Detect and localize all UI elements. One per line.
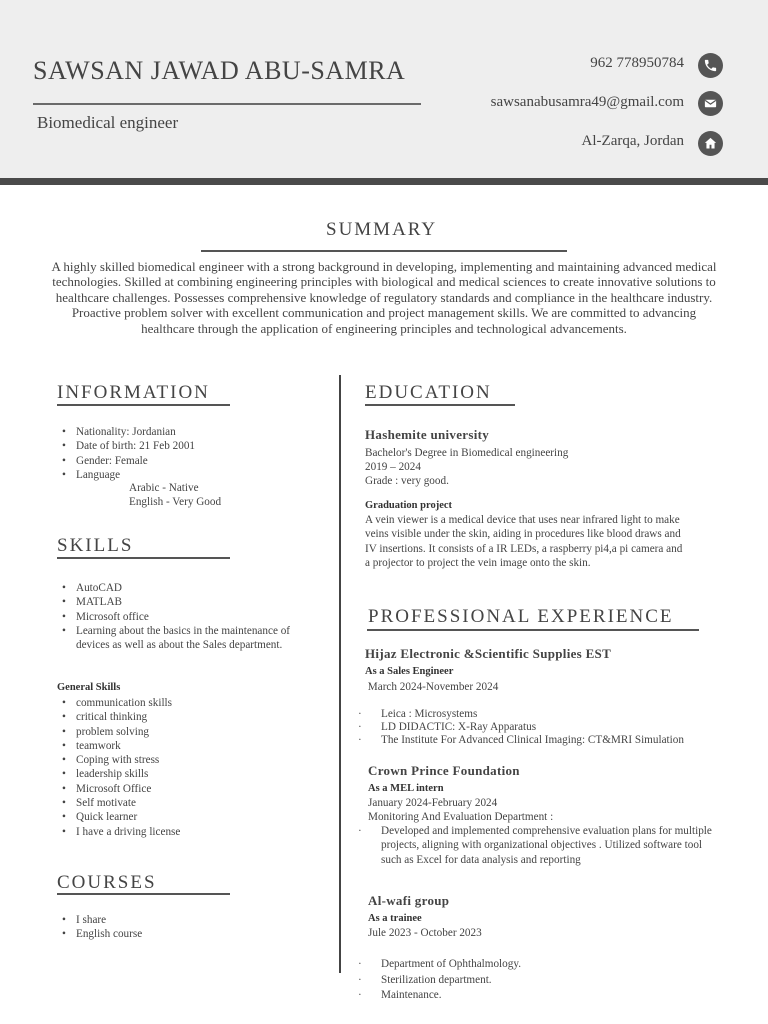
list-item: • AutoCAD [57,581,322,595]
list-item: • MATLAB [57,595,322,609]
courses-underline [57,893,230,895]
list-item: • Microsoft Office [57,782,322,796]
job-org: Al-wafi group [368,893,450,908]
list-item: · Department of Ophthalmology. [358,957,718,973]
list-item: • Learning about the basics in the maintenance of devices as well as about the Sales department. [57,624,322,653]
list-item: • Quick learner [57,810,322,824]
list-item: • I have a driving license [57,825,322,839]
skills-underline [57,557,230,559]
phone-icon [698,53,723,78]
education-years: 2019 – 2024 [365,461,421,473]
language-arabic: Arabic - Native [129,482,199,494]
list-item: • communication skills [57,696,322,710]
general-skills-heading: General Skills [57,682,121,693]
job-duties-list [358,708,748,747]
list-item: • Date of birth: 21 Feb 2001 [57,439,327,453]
summary-heading: SUMMARY [326,219,438,240]
job-role: As a MEL intern [368,783,444,794]
list-item: · Leica : Microsystems [358,708,748,721]
education-heading: EDUCATION [365,382,492,403]
column-divider [339,375,341,973]
list-item: • Gender: Female [57,454,327,468]
job-department: Monitoring And Evaluation Department : [368,811,554,823]
degree: Bachelor's Degree in Biomedical engineering [365,447,569,459]
list-item: • Nationality: Jordanian [57,425,327,439]
list-item: • problem solving [57,725,322,739]
general-skills-list [57,696,322,839]
courses-heading: COURSES [57,872,157,893]
information-heading: INFORMATION [57,382,210,403]
home-icon [698,131,723,156]
list-item: • critical thinking [57,710,322,724]
job-dates: March 2024-November 2024 [365,681,499,693]
courses-list [57,913,322,942]
information-list [57,425,327,482]
email-address[interactable]: sawsanabusamra49@gmail.com [490,94,684,110]
summary-text: A highly skilled biomedical engineer with a strong background in developing, implementing and maintaining advanced medical technologies. Skilled at combining engineering principles with biological and medical sciences to create innovative solutions to healthcare challenges. Possesses comprehensive knowledge of regulatory standards and compliance in the healthcare industry. Proactive problem solver with excellent communication and project management skills. We are committed to advancing healthcare through the application of engineering principles and technological advancements. [51,259,717,336]
list-item: · LD DIDACTIC: X-Ray Apparatus [358,721,748,734]
graduation-project-heading: Graduation project [365,500,453,511]
information-underline [57,404,230,406]
skills-list [57,581,322,652]
list-item: • Microsoft office [57,610,322,624]
job-role: As a Sales Engineer [365,666,454,677]
language-english: English - Very Good [129,496,222,508]
summary-underline [201,250,567,252]
job-duties-list [358,957,718,1004]
job-title: Biomedical engineer [37,113,179,132]
job-dates: January 2024-February 2024 [368,797,498,809]
experience-underline [367,629,699,631]
list-item: · Sterilization department. [358,973,718,989]
list-item: • Coping with stress [57,753,322,767]
experience-heading: PROFESSIONAL EXPERIENCE [368,606,674,627]
job-role: As a trainee [368,913,422,924]
list-item: · Maintenance. [358,988,718,1004]
phone-number: 962 778950784 [590,55,684,71]
list-item: • English course [57,927,322,941]
grade: Grade : very good. [365,475,449,487]
list-item: · The Institute For Advanced Clinical Imaging: CT&MRI Simulation [358,734,748,747]
graduation-project-text: A vein viewer is a medical device that uses near infrared light to make veins visible under the skin, aiding in procedures like blood draws and IV insertions. It consists of a IR LEDs, a raspberry pi4,a pi camera and a projector to project the vein image onto the skin. [365,514,683,569]
list-item: • Self motivate [57,796,322,810]
job-duties-list [358,824,713,867]
email-icon [698,91,723,116]
skills-heading: SKILLS [57,535,134,556]
list-item: • I share [57,913,322,927]
list-item: • leadership skills [57,767,322,781]
candidate-name: SAWSAN JAWAD ABU-SAMRA [33,56,406,85]
job-org: Hijaz Electronic &Scientific Supplies EST [365,646,612,661]
list-item: • teamwork [57,739,322,753]
job-org: Crown Prince Foundation [368,763,520,778]
header-bottom-bar [0,178,768,185]
education-underline [365,404,515,406]
name-underline [33,103,421,105]
job-dates: Jule 2023 - October 2023 [368,927,482,939]
university-name: Hashemite university [365,427,490,442]
header-band [0,0,768,178]
list-item: • Language [57,468,327,482]
location: Al-Zarqa, Jordan [581,133,684,149]
list-item: · Developed and implemented comprehensive evaluation plans for multiple projects, aligning with organizational objectives . Utilized software tool such as Excel for data analysis and reporting [358,824,713,867]
